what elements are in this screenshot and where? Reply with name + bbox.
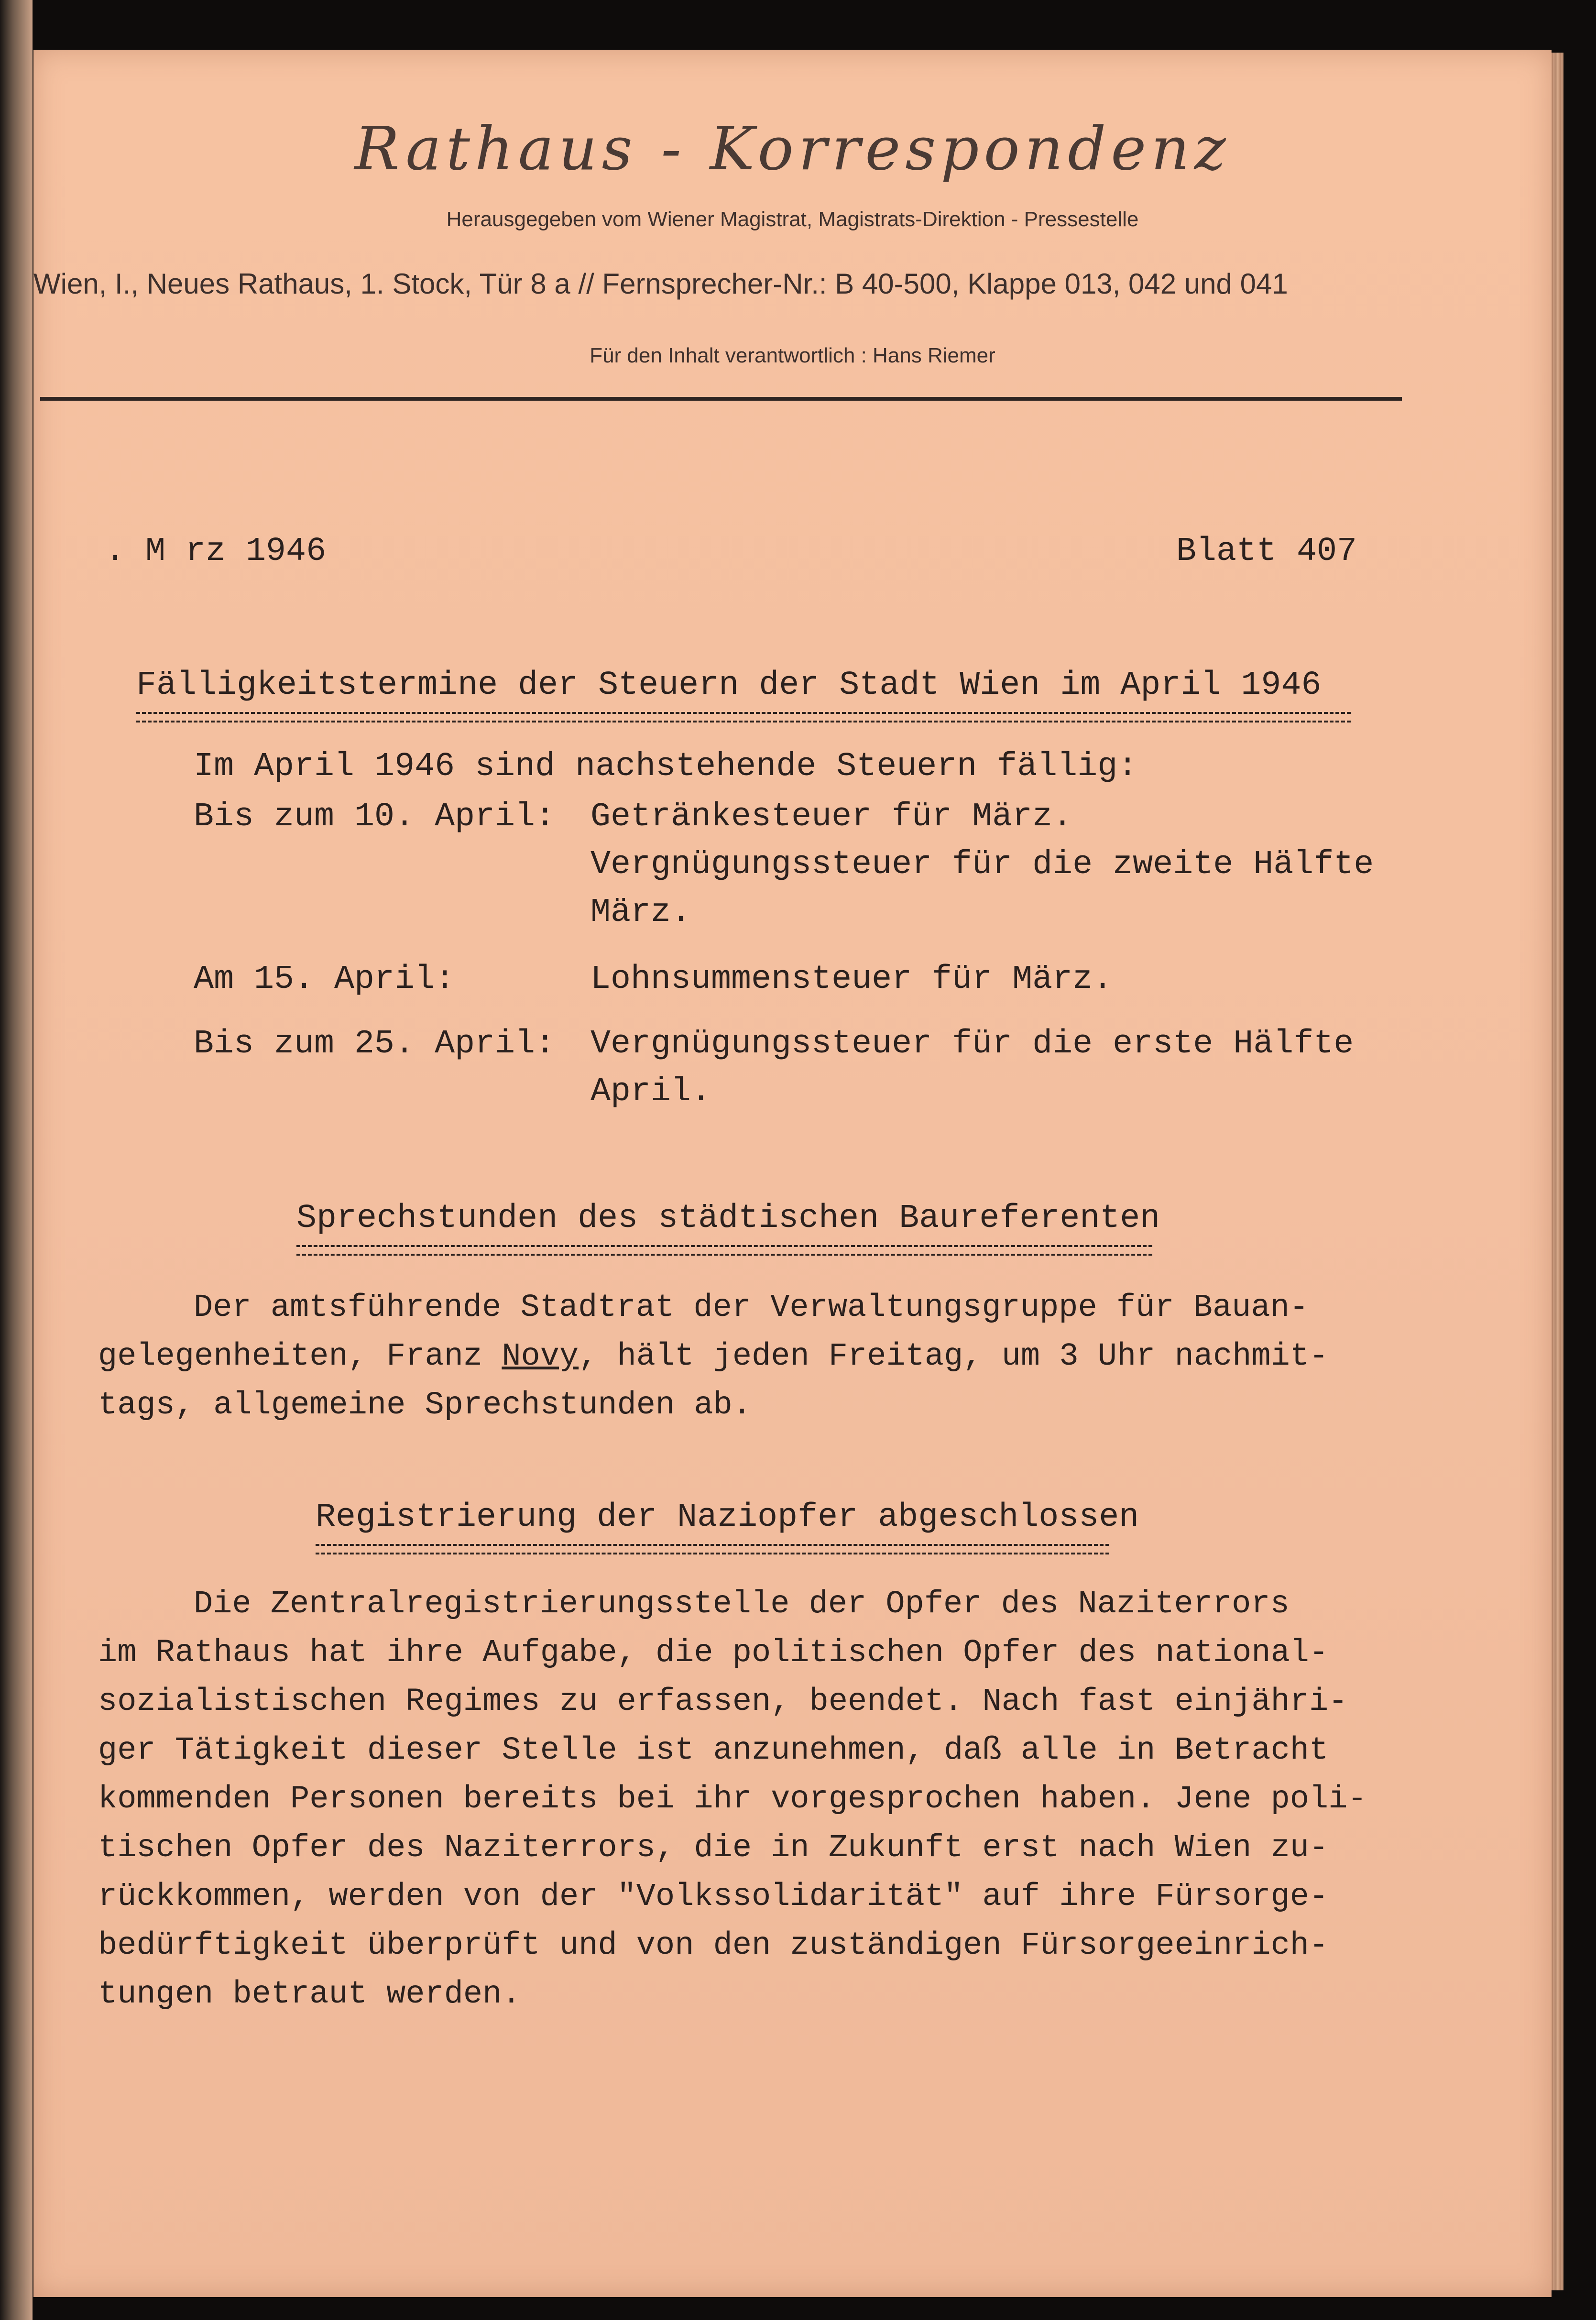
article3-line1: Die Zentralregistrierungsstelle der Opfer des Naziterrors [194,1586,1290,1622]
row1-when: Bis zum 10. April: [194,798,556,836]
masthead-address: Wien, I., Neues Rathaus, 1. Stock, Tür 8 a // Fernsprecher-Nr.: B 40-500, Klappe 013, 042 und 041 [33,268,1288,300]
row1-line2: Vergnügungssteuer für die zweite Hälfte [590,846,1374,884]
row2-line1: Lohnsummensteuer für März. [590,961,1113,998]
article3-heading-underline [316,1544,1109,1554]
dateline-date: . M rz 1946 [105,533,327,570]
binding-edge [0,0,33,2320]
article3-line3: sozialistischen Regimes zu erfassen, beendet. Nach fast einjähri- [98,1684,1348,1720]
article3-line8: bedürftigkeit überprüft und von den zuständigen Fürsorgeeinrich- [98,1927,1329,1964]
row1-line3: März. [590,894,691,931]
article2-line2 [98,1332,1328,1381]
article2-line1: Der amtsführende Stadtrat der Verwaltungsgruppe für Bauan- [194,1290,1309,1326]
article3-line7: rückkommen, werden von der "Volkssolidarität" auf ihre Fürsorge- [98,1879,1329,1915]
article2-heading: Sprechstunden des städtischen Baureferenten [296,1200,1160,1237]
article1-heading-underline [136,712,1351,722]
article1-heading: Fälligkeitstermine der Steuern der Stadt Wien im April 1946 [136,667,1322,704]
article3-line6: tischen Opfer des Naziterrors, die in Zukunft erst nach Wien zu- [98,1830,1329,1866]
row3-when: Bis zum 25. April: [194,1025,556,1063]
article3-heading: Registrierung der Naziopfer abgeschlossen [316,1499,1139,1536]
dateline-sheet: Blatt 407 [1176,533,1357,570]
row3-line1: Vergnügungssteuer für die erste Hälfte [590,1025,1354,1063]
article2-heading-underline [296,1245,1152,1256]
row1-line1: Getränkesteuer für März. [590,798,1073,836]
article2-line2-start: gelegenheiten, Franz [98,1338,502,1375]
article3-line5: kommenden Personen bereits bei ihr vorgesprochen haben. Jene poli- [98,1781,1367,1817]
article2-name: Novy [502,1338,579,1375]
masthead-publisher: Herausgegeben vom Wiener Magistrat, Magistrats-Direktion - Pressestelle [446,208,1139,231]
article1-intro: Im April 1946 sind nachstehende Steuern fällig: [194,748,1138,786]
article3-line4: ger Tätigkeit dieser Stelle ist anzunehmen, daß alle in Betracht [98,1732,1329,1769]
document-page [33,50,1552,2297]
article3-line9: tungen betraut werden. [98,1976,521,2013]
masthead-title: Rathaus - Korrespondenz [354,114,1231,184]
article2-line3: tags, allgemeine Sprechstunden ab. [98,1387,752,1423]
masthead-responsible: Für den Inhalt verantwortlich : Hans Riemer [590,344,995,367]
article3-line2: im Rathaus hat ihre Aufgabe, die politischen Opfer des national- [98,1635,1329,1671]
row3-line2: April. [590,1073,711,1111]
masthead-rule [40,397,1402,401]
row2-when: Am 15. April: [194,961,455,998]
article2-line2-end: , hält jeden Freitag, um 3 Uhr nachmit- [579,1338,1329,1375]
